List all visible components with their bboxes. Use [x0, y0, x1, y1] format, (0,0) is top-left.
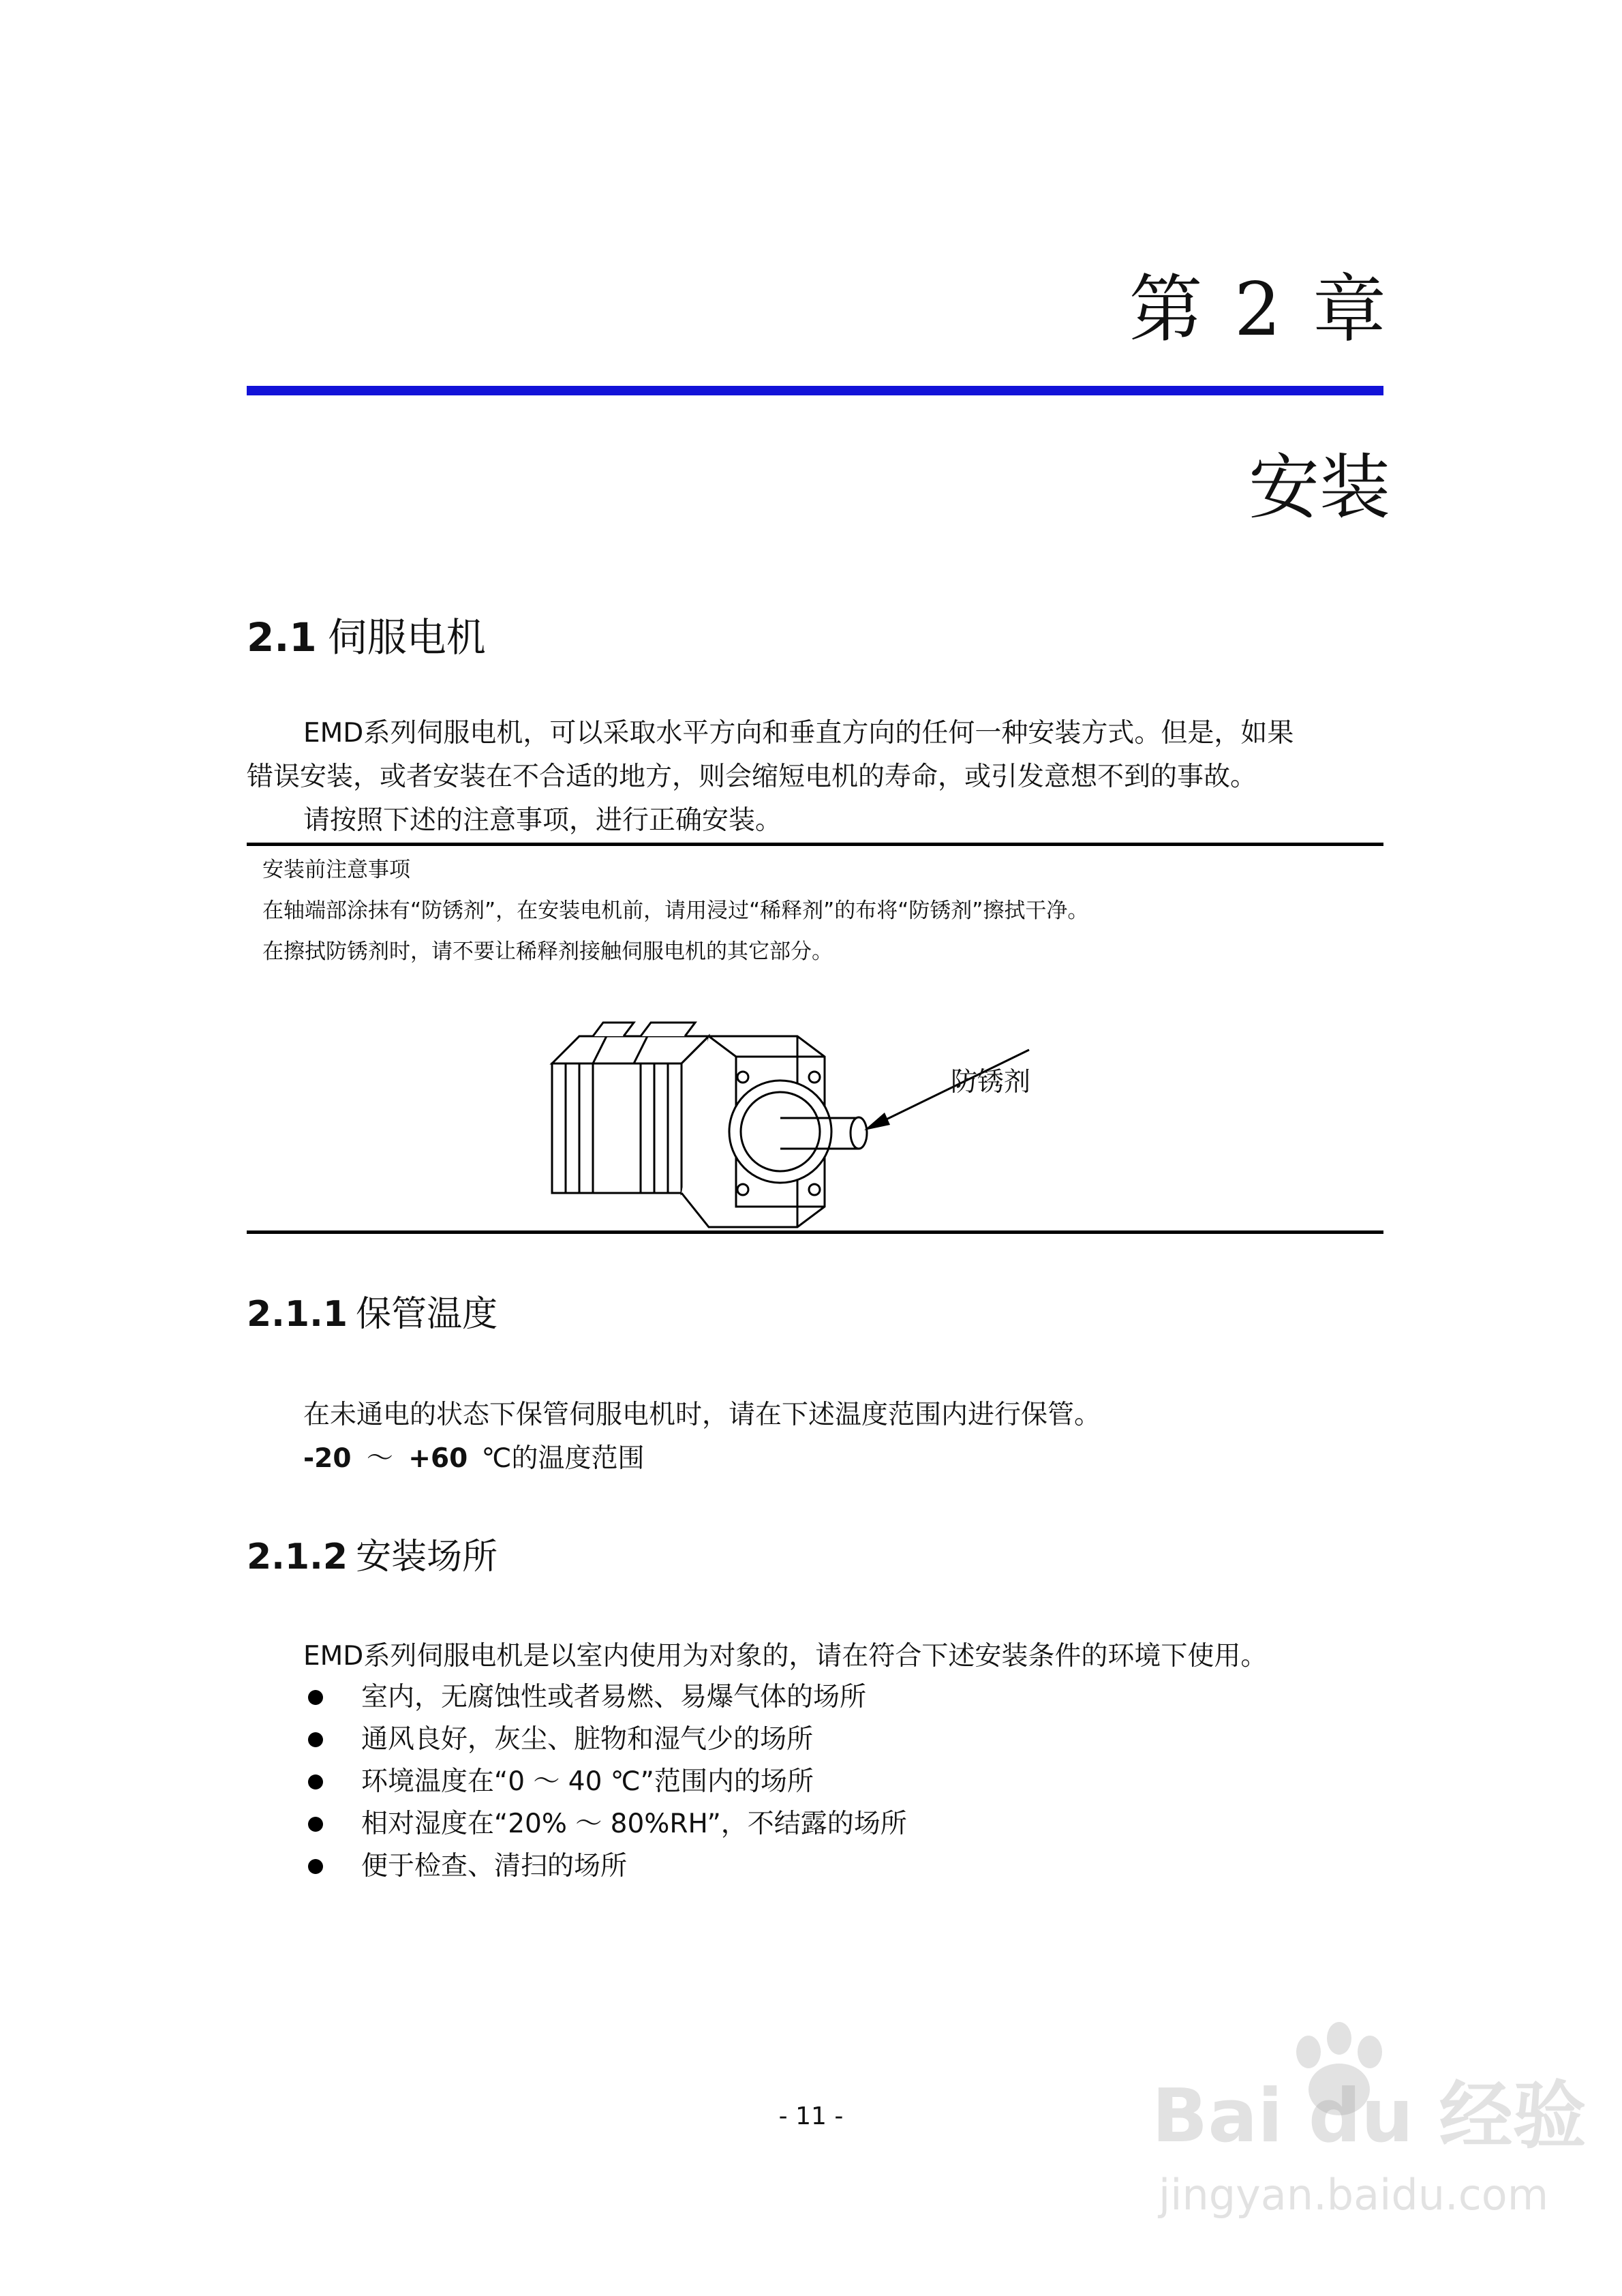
bullet-icon	[308, 1690, 323, 1705]
section-number: 2.1	[247, 614, 317, 661]
chapter-divider	[247, 386, 1383, 395]
storage-range	[303, 1437, 644, 1481]
range-high: +60	[408, 1443, 468, 1474]
section-heading	[247, 610, 486, 665]
bullet-icon	[308, 1817, 323, 1832]
range-low: -20	[303, 1443, 352, 1474]
notice-top-rule	[247, 843, 1383, 846]
notice-line-1: 在轴端部涂抹有“防锈剂”，在安装电机前，请用浸过“稀释剂”的布将“防锈剂”擦拭干净。	[262, 898, 1089, 923]
storage-text: 在未通电的状态下保管伺服电机时，请在下述温度范围内进行保管。	[303, 1400, 1101, 1430]
list-item: 通风良好，灰尘、脏物和湿气少的场所	[361, 1724, 814, 1755]
notice-title: 安装前注意事项	[262, 858, 410, 882]
subsection-heading-location	[247, 1532, 498, 1582]
intro-line-1: EMD系列伺服电机，可以采取水平方向和垂直方向的任何一种安装方式。但是，如果	[303, 718, 1294, 749]
servo-motor-illustration	[538, 1009, 1056, 1241]
bullet-icon	[308, 1859, 323, 1874]
list-item: 环境温度在“0 ～ 40 ℃”范围内的场所	[361, 1766, 814, 1797]
list-item: 便于检查、清扫的场所	[361, 1851, 628, 1882]
chapter-label: 第 2 章	[1129, 267, 1390, 352]
location-intro: EMD系列伺服电机是以室内使用为对象的，请在符合下述安装条件的环境下使用。	[303, 1641, 1268, 1672]
range-separator: ～	[366, 1443, 393, 1474]
chapter-title: 安装	[1248, 446, 1390, 529]
intro-line-3: 请按照下述的注意事项，进行正确安装。	[303, 805, 782, 836]
page-number: - 11 -	[778, 2102, 844, 2130]
watermark-logo: Bai du 经验	[1152, 2074, 1587, 2159]
list-item: 室内，无腐蚀性或者易燃、易爆气体的场所	[361, 1682, 867, 1712]
subsection-number: 2.1.1	[247, 1294, 348, 1335]
bullet-icon	[308, 1774, 323, 1789]
notice-bottom-rule	[247, 1230, 1383, 1234]
bullet-icon	[308, 1732, 323, 1747]
subsection-title: 保管温度	[356, 1294, 498, 1335]
rust-inhibitor-callout: 防锈剂	[951, 1067, 1031, 1098]
subsection-number: 2.1.2	[247, 1537, 348, 1577]
section-title: 伺服电机	[327, 614, 486, 661]
paw-icon	[1281, 2018, 1397, 2120]
intro-line-2: 错误安装，或者安装在不合适的地方，则会缩短电机的寿命，或引发意想不到的事故。	[247, 761, 1257, 792]
subsection-title: 安装场所	[356, 1537, 498, 1577]
notice-line-2: 在擦拭防锈剂时，请不要让稀释剂接触伺服电机的其它部分。	[262, 939, 833, 964]
watermark-url: jingyan.baidu.com	[1159, 2170, 1549, 2220]
list-item: 相对湿度在“20% ～ 80%RH”，不结露的场所	[361, 1809, 907, 1839]
range-suffix: ℃的温度范围	[481, 1443, 645, 1474]
subsection-heading-storage	[247, 1290, 498, 1339]
